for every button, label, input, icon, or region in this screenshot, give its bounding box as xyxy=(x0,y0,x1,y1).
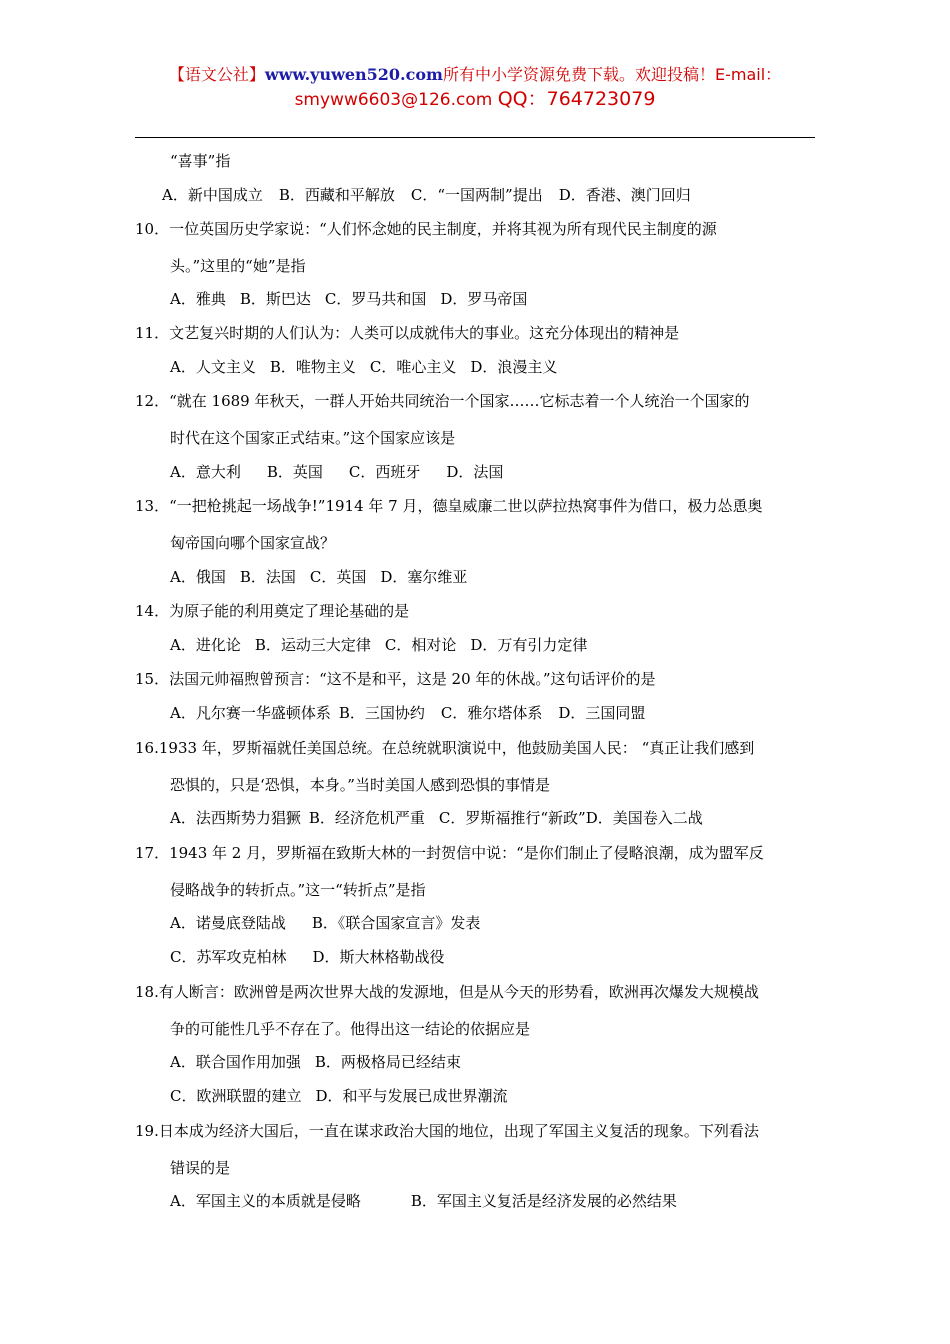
q17-options-row-2 xyxy=(170,947,445,967)
header-site-link[interactable]: www.yuwen520.com xyxy=(264,65,443,84)
q12-option-a: A．意大利 xyxy=(170,463,241,481)
header-line-1 xyxy=(0,64,950,86)
q18-stem-line-2: 争的可能性几乎不存在了。他得出这一结论的依据应是 xyxy=(170,1020,531,1038)
page-header xyxy=(0,64,950,111)
header-divider xyxy=(135,137,815,138)
q17-stem-line-1: 17．1943 年 2 月，罗斯福在致斯大林的一封贺信中说：“是你们制止了侵略浪潮，成为盟军反 xyxy=(135,844,764,862)
q13-stem-line-2: 匈帝国向哪个国家宣战？ xyxy=(170,534,336,552)
q16-option-b: B．经济危机严重 xyxy=(308,809,425,827)
q18-stem-line-1: 18.有人断言：欧洲曾是两次世界大战的发源地，但是从今天的形势看，欧洲再次爆发大规模战 xyxy=(135,983,759,1001)
q11-option-d: D．浪漫主义 xyxy=(470,358,558,376)
q10-options xyxy=(170,289,527,309)
q19-option-a: A．军国主义的本质就是侵略 xyxy=(170,1192,361,1210)
q11-options xyxy=(170,357,557,377)
q17-option-c: C．苏军攻克柏林 xyxy=(170,948,287,966)
q19-options-row-1 xyxy=(170,1191,677,1211)
q18-number: 18. xyxy=(135,983,159,1001)
header-email[interactable]: smyww6603@126.com xyxy=(294,90,493,110)
q19-number: 19. xyxy=(135,1122,159,1140)
q10-option-d: D．罗马帝国 xyxy=(440,290,528,308)
q16-option-c: C．罗斯福推行“新政” xyxy=(438,809,586,827)
q10-option-b: B．斯巴达 xyxy=(239,290,311,308)
q9-option-a: A．新中国成立 xyxy=(162,186,263,204)
q19-stem-line-1: 19.日本成为经济大国后，一直在谋求政治大国的地位，出现了军国主义复活的现象。下列看法 xyxy=(135,1122,759,1140)
q18-option-d: D．和平与发展已成世界潮流 xyxy=(315,1087,508,1105)
q15-option-a: A．凡尔赛一华盛顿体系 xyxy=(170,704,331,722)
q9-options xyxy=(162,185,691,205)
q17-option-d: D．斯大林格勒战役 xyxy=(312,948,445,966)
q9-option-c: C．“一国两制”提出 xyxy=(410,186,543,204)
header-bracket-label: 【语文公社】 xyxy=(168,65,265,84)
q13-options xyxy=(170,567,467,587)
q11-number: 11． xyxy=(135,324,170,342)
q12-option-c: C．西班牙 xyxy=(348,463,421,481)
q13-number: 13． xyxy=(135,497,170,515)
q19-option-b: B．军国主义复活是经济发展的必然结果 xyxy=(410,1192,677,1210)
q16-option-a: A．法西斯势力猖獗 xyxy=(170,809,301,827)
q9-option-d: D．香港、澳门回归 xyxy=(558,186,691,204)
q12-option-b: B．英国 xyxy=(266,463,323,481)
q15-stem-line-1: 15．法国元帅福煦曾预言：“这不是和平，这是 20 年的休战。”这句话评价的是 xyxy=(135,670,656,688)
q17-option-a: A．诺曼底登陆战 xyxy=(170,914,286,932)
q14-option-b: B．运动三大定律 xyxy=(254,636,371,654)
q15-option-d: D．三国同盟 xyxy=(558,704,646,722)
q13-option-b: B．法国 xyxy=(239,568,296,586)
q17-number: 17． xyxy=(135,844,170,862)
q10-option-c: C．罗马共和国 xyxy=(324,290,427,308)
q15-option-b: B．三国协约 xyxy=(338,704,425,722)
q10-stem-line-1: 10．一位英国历史学家说：“人们怀念她的民主制度，并将其视为所有现代民主制度的源 xyxy=(135,220,717,238)
q11-stem-line-1: 11．文艺复兴时期的人们认为：人类可以成就伟大的事业。这充分体现出的精神是 xyxy=(135,324,680,342)
q9-option-b: B．西藏和平解放 xyxy=(278,186,395,204)
q10-stem-line-2: 头。”这里的“她”是指 xyxy=(170,257,306,275)
q15-number: 15． xyxy=(135,670,170,688)
q16-options xyxy=(170,808,703,828)
q12-stem-line-1: 12．“就在 1689 年秋天，一群人开始共同统治一个国家……它标志着一个人统治一个国家的 xyxy=(135,392,750,410)
q18-options-row-1 xyxy=(170,1052,461,1072)
q16-stem-line-1: 16.1933 年，罗斯福就任美国总统。在总统就职演说中，他鼓励美国人民： “真正让我们感到 xyxy=(135,739,755,757)
q16-option-d: D．美国卷入二战 xyxy=(585,809,703,827)
q9-stem-line-1: “喜事”指 xyxy=(170,152,231,170)
q11-option-a: A．人文主义 xyxy=(170,358,256,376)
q10-option-a: A．雅典 xyxy=(170,290,226,308)
q14-number: 14． xyxy=(135,602,170,620)
q18-option-a: A．联合国作用加强 xyxy=(170,1053,301,1071)
q15-options xyxy=(170,703,645,723)
q12-option-d: D．法国 xyxy=(446,463,504,481)
q16-stem-line-2: 恐惧的，只是‘恐惧，本身。”当时美国人感到恐惧的事情是 xyxy=(170,776,550,794)
q17-stem-line-2: 侵略战争的转折点。”这一“转折点”是指 xyxy=(170,881,426,899)
q12-number: 12． xyxy=(135,392,170,410)
header-qq: QQ：764723079 xyxy=(497,88,656,110)
q17-option-b: B．《联合国家宣言》发表 xyxy=(311,914,481,932)
q10-number: 10． xyxy=(135,220,170,238)
q13-option-d: D．塞尔维亚 xyxy=(380,568,468,586)
q13-option-a: A．俄国 xyxy=(170,568,226,586)
q11-option-b: B．唯物主义 xyxy=(269,358,356,376)
q14-option-c: C．相对论 xyxy=(384,636,457,654)
q15-option-c: C．雅尔塔体系 xyxy=(440,704,543,722)
q14-options xyxy=(170,635,587,655)
q13-stem-line-1: 13．“一把枪挑起一场战争!”1914 年 7 月，德皇威廉二世以萨拉热窝事件为借口，极力怂恿奥 xyxy=(135,497,763,515)
q13-option-c: C．英国 xyxy=(309,568,367,586)
q18-options-row-2 xyxy=(170,1086,508,1106)
q19-stem-line-2: 错误的是 xyxy=(170,1159,231,1177)
q14-option-a: A．进化论 xyxy=(170,636,241,654)
q12-options xyxy=(170,462,503,482)
q18-option-b: B．两极格局已经结束 xyxy=(314,1053,461,1071)
q12-stem-line-2: 时代在这个国家正式结束。”这个国家应该是 xyxy=(170,429,456,447)
q16-number: 16. xyxy=(135,739,159,757)
q18-option-c: C．欧洲联盟的建立 xyxy=(170,1087,302,1105)
header-line-2 xyxy=(0,88,950,111)
q11-option-c: C．唯心主义 xyxy=(369,358,457,376)
q14-stem-line-1: 14．为原子能的利用奠定了理论基础的是 xyxy=(135,602,410,620)
q17-options-row-1 xyxy=(170,913,480,933)
header-slogan: 所有中小学资源免费下载。欢迎投稿！E-mail： xyxy=(442,65,782,84)
q14-option-d: D．万有引力定律 xyxy=(470,636,588,654)
